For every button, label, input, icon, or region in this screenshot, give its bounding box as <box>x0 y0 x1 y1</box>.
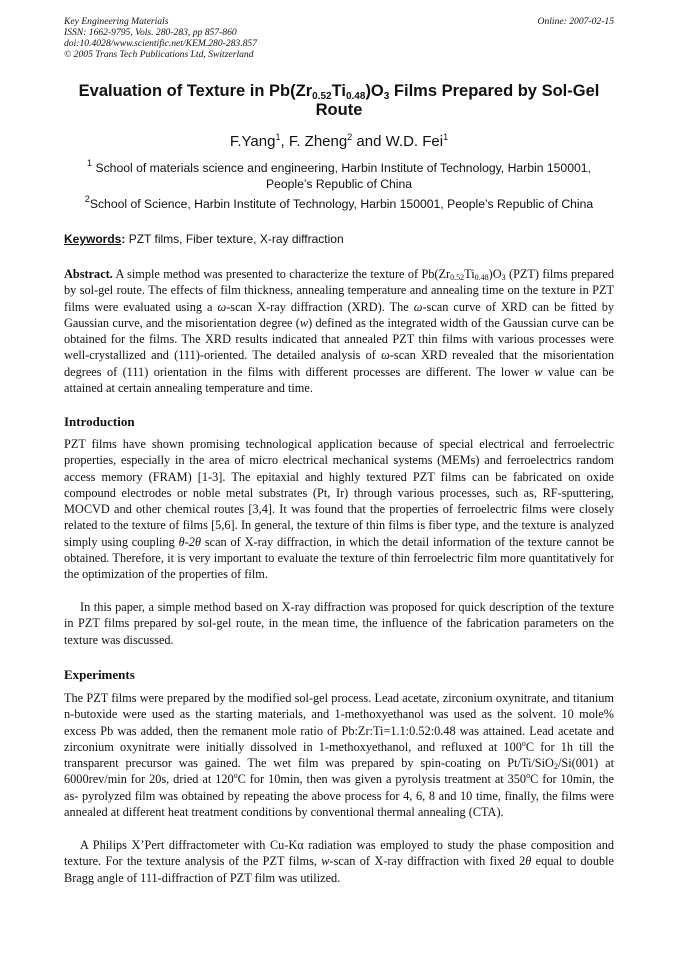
copyright-line: © 2005 Trans Tech Publications Ltd, Switzerland <box>64 49 254 60</box>
doi-line: doi:10.4028/www.scientific.net/KEM.280-283.857 <box>64 38 258 49</box>
keywords-label: Keywords <box>64 232 122 246</box>
introduction-paragraph-1: PZT films have shown promising technological application because of special electrical and ferroelectric properties, especially in the area of micro electrical mechanical systems (MEMs) and ferroelectrics random access memory (FRAM) [1-3]. The epitaxial and highly textured PZT films can be fabricated on oxide compound electrodes or noble metal substrates (Pt, Ir) through various processes, such as, RF-sputtering, MOCVD and other chemical routes [3,4]. It was found that the properties of ferroelectric films were closely related to the texture of films [5,6]. In general, the texture of thin films is fiber type, and the texture is analyzed simply using coupling θ-2θ scan of X-ray diffraction, in which the detail information of the texture cannot be obtained. Therefore, it is very important to evaluate the texture of thin ferroelectric film more quantitatively for the optimization of the properties of film. <box>64 437 614 582</box>
journal-name: Key Engineering Materials <box>64 16 169 27</box>
affiliation-2: $^2$School of Science, Harbin Institute of Technology, Harbin 150001, People’s Republic of China <box>84 194 594 211</box>
keywords: Keywords: PZT films, Fiber texture, X-ray diffraction <box>64 232 344 246</box>
experiments-paragraph-2: A Philips X’Pert diffractometer with Cu-Kα radiation was employed to study the phase composition and texture. For the texture analysis of the PZT films, w-scan of X-ray diffraction with fixed 2θ equal to double Bragg angle of 111-diffraction of PZT film was utilized. <box>64 838 614 885</box>
keywords-text: PZT films, Fiber texture, X-ray diffraction <box>128 232 344 246</box>
journal-header <box>64 16 614 60</box>
abstract-label: Abstract. <box>64 267 113 281</box>
affiliation-1: $^1$ School of materials science and engineering, Harbin Institute of Technology, Harbin 150001, People’s Republic of China <box>87 158 591 191</box>
introduction-heading: Introduction <box>64 414 135 429</box>
experiments-paragraph-1: The PZT films were prepared by the modified sol-gel process. Lead acetate, zirconium oxynitrate, and titanium n-butoxide were used as the starting materials, and 1-methoxyethanol was used as the solvent. 10 mole% excess Pb was added, then the remanent mole ratio of Pb:Zr:Ti=1.1:0.52:0.48 was attained. Lead acetate and zirconium oxynitrate were initially dissolved in 1-methoxyethanol, and refluxed at 100$^o$C for 1h till the transparent precursor was gained. The wet film was prepared by spin-coating on Pt/Ti/SiO$_2$/Si(001) at 6000rev/min for 20s, dried at 120$^o$C for 10min, then was given a pyrolysis treatment at 350$^o$C for 10min, the as- pyrolyzed film was obtained by repeating the above process for 4, 6, 8 and 10 time, finally, the films were annealed at different heat treatment conditions by conventional thermal annealing (CTA). <box>64 691 615 820</box>
author-name: W.D. Fei <box>385 133 444 150</box>
paper-title: Evaluation of Texture in $Pb(Zr_{0.52}Ti_{0.48})O_3$ Films Prepared by Sol-Gel Route <box>78 82 600 119</box>
issn-line: ISSN: 1662-9795, Vols. 280-283, pp 857-860 <box>64 27 237 38</box>
experiments-heading: Experiments <box>64 667 135 682</box>
abstract-paragraph: Abstract. A simple method was presented to characterize the texture of $Pb(Zr_{0.52}Ti_{0.48})O_3$ (PZT) films prepared by sol-gel route. The effects of film thickness, annealing temperature and annealing time on the texture in PZT films were evaluated using a ω-scan X-ray diffraction (XRD). The ω-scan curve of XRD can be fitted by Gaussian curve, and the misorientation degree (w) defined as the integrated width of the Gaussian curve can be obtained for the films. The XRD results indicated that annealed PZT thin films with various processes were well-crystallized and (111)-oriented. The detailed analysis of ω-scan XRD revealed that the misorientation degrees of (111) orientation in the films with different processes are different. The lower w value can be attained at certain annealing temperature and time. <box>64 267 615 396</box>
author-list: F.Yang$^1$, F. Zheng$^2$ and W.D. Fei$^1$ <box>229 132 449 150</box>
online-date: Online: 2007-02-15 <box>537 16 614 27</box>
author-name: F.Yang <box>229 133 276 150</box>
introduction-paragraph-2: In this paper, a simple method based on X-ray diffraction was proposed for quick description of the texture in PZT films prepared by sol-gel route, in the mean time, the influence of the fabrication parameters on the texture was discussed. <box>64 600 614 647</box>
author-name: F. Zheng <box>288 133 348 150</box>
